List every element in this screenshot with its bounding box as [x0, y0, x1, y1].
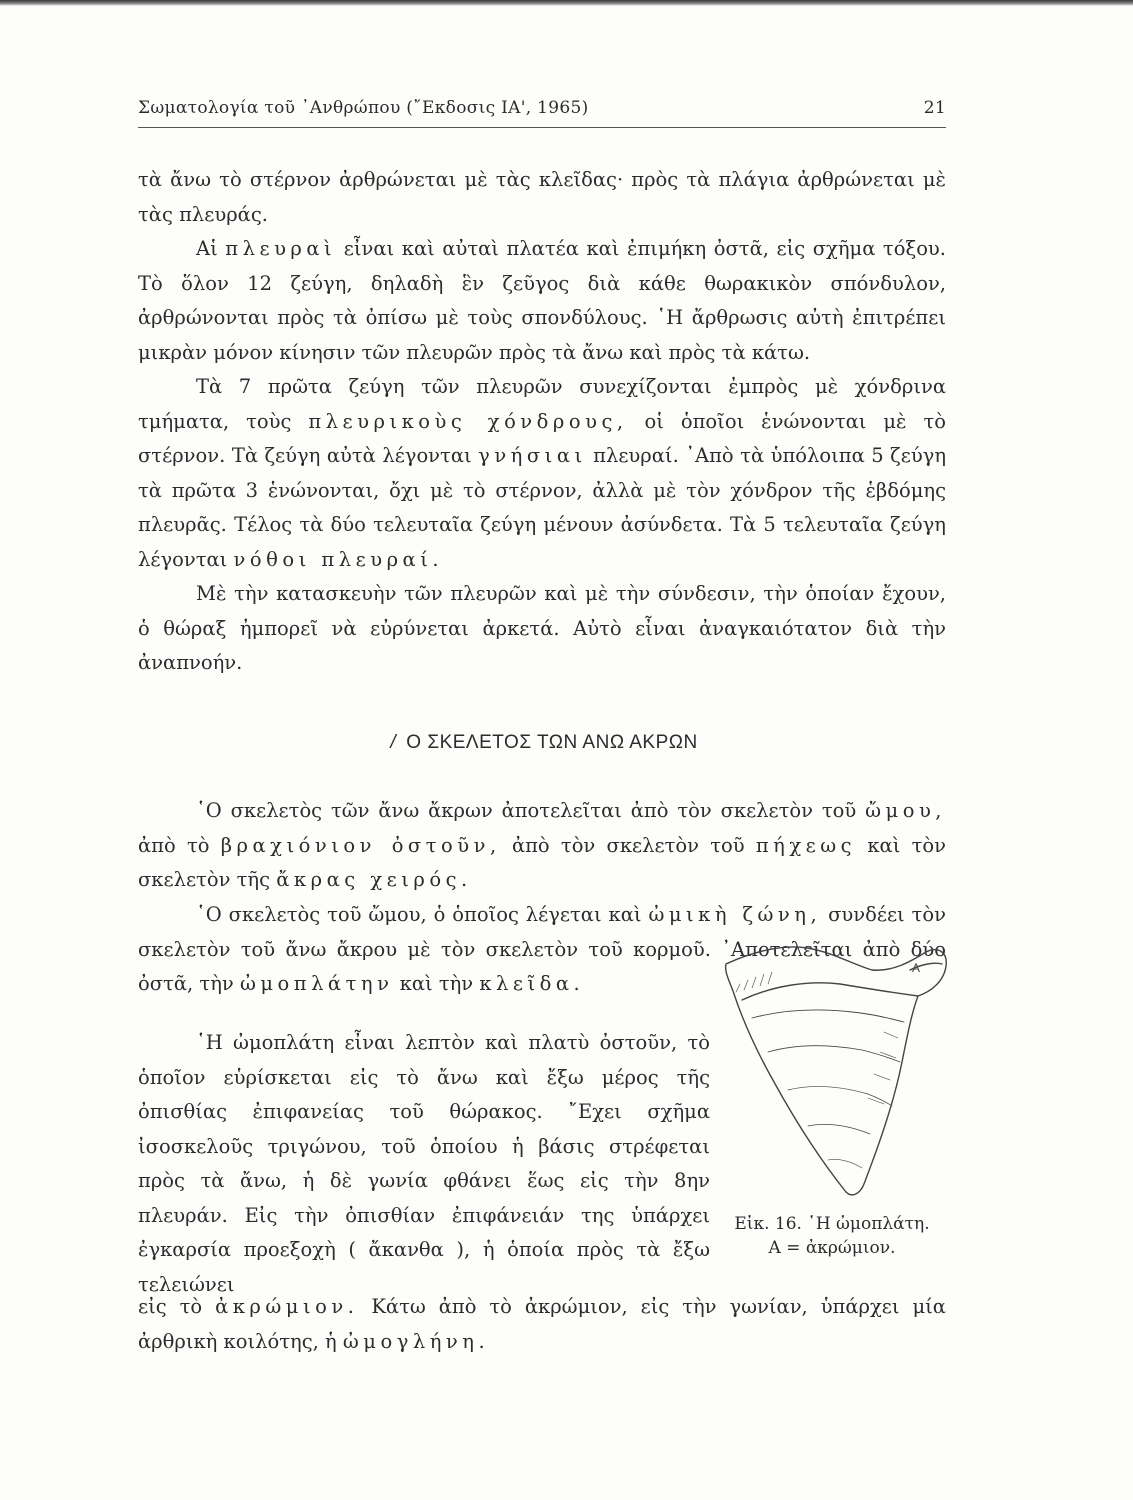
pencil-mark: / — [390, 732, 397, 753]
emphasis-term: ὠμικὴ ζώνη, — [648, 903, 822, 926]
text-run: ἀπὸ τὸν σκελετὸν τοῦ — [511, 833, 745, 857]
section-upper-limb-intro — [138, 794, 946, 898]
section-heading — [138, 732, 946, 754]
emphasis-term: κλεῖδα. — [479, 972, 585, 995]
page-number: 21 — [923, 98, 946, 118]
emphasis-term: νόθοι πλευραί. — [233, 547, 444, 571]
text-run: καὶ τὸν σκελετὸν τῆς — [138, 833, 946, 891]
text-run: ῾Ο σκελετὸς τῶν ἄνω ἄκρων ἀποτελεῖται ἀπὸ τὸν σκελετὸν τοῦ — [196, 799, 857, 822]
paragraph — [138, 370, 946, 577]
emphasis-term: βραχιόνιον ὀστοῦν, — [220, 833, 501, 857]
paragraph — [138, 163, 946, 232]
figure-caption — [712, 1212, 952, 1260]
text-run: εἶναι καὶ αὐταὶ πλατέα καὶ ἐπιμήκη ὀστᾶ, εἰς σχῆμα τόξου. Τὸ ὅλον 12 ζεύγη, δηλαδὴ ἓν ζεῦγος διὰ κάθε θωρακικὸν σπόνδυλον, ἀρθρώνονται πρὸς τὰ ὀπίσω μὲ τοὺς σπονδύλους. ῾Η ἄρθρωσις αὐτὴ ἐπιτρέπει μικρὰν μόνον κίνησιν τῶν πλευρῶν πρὸς τὰ ἄνω καὶ πρὸς τὰ κάτω. — [138, 237, 946, 364]
caption-line-1: Εἰκ. 16. ῾Η ὠμοπλάτη. — [734, 1214, 930, 1234]
emphasis-term: πλευρικοὺς χόνδρους, — [308, 409, 628, 433]
running-title: Σωματολογία τοῦ ᾿Ανθρώπου (῎Εκδοσις ΙΑ', 1965) — [138, 98, 589, 118]
scapula-figure — [712, 922, 952, 1277]
scan-edge — [0, 0, 1133, 6]
paragraph-text: ῾Η ὠμοπλάτη εἶναι λεπτὸν καὶ πλατὺ ὀστοῦν, τὸ ὁποῖον εὑρίσκεται εἰς τὸ ἄνω καὶ ἔξω μέρος τῆς ὀπισθίας ἐπιφανείας τοῦ θώρακος. ῎Εχει σχῆμα ἰσοσκελοῦς τριγώνου, τοῦ ὁποίου ἡ βάσις στρέφεται πρὸς τὰ ἄνω, ἡ δὲ γωνία φθάνει ἕως εἰς τὴν 8ην πλευράν. Εἰς τὴν ὀπισθίαν ἐπιφάνειάν της ὑπάρχει ἐγκαρσία προεξοχὴ ( ἄκανθα ), ἡ ὁποία πρὸς τὰ ἔξω τελειώνει — [138, 1031, 710, 1296]
header-rule — [138, 127, 946, 128]
paragraph — [138, 1026, 710, 1302]
heading-text: Ο ΣΚΕΛΕΤΟΣ ΤΩΝ ΑΝΩ ΑΚΡΩΝ — [406, 732, 698, 753]
text-run: καὶ τὴν — [399, 972, 474, 995]
scapular-spine — [742, 983, 918, 1000]
emphasis-term: πήχεως — [755, 833, 857, 857]
paragraph-text: Μὲ τὴν κατασκευὴν τῶν πλευρῶν καὶ μὲ τὴν σύνδεσιν, τὴν ὁποίαν ἔχουν, ὁ θώραξ ἠμπορεῖ νὰ εὐρύνεται ἀρκετά. Αὐτὸ εἶναι ἀναγκαιότατον διὰ τὴν ἀναπνοήν. — [138, 582, 946, 674]
emphasis-term: ὠμογλήνη. — [342, 1329, 490, 1353]
section-scapula-tail — [138, 1290, 946, 1359]
text-run: Τὰ 7 πρῶτα ζεύγη τῶν πλευρῶν συνεχίζονται ἐμπρὸς μὲ χόνδρινα τμήματα, τοὺς — [138, 375, 946, 433]
paragraph-text: τὰ ἄνω τὸ στέρνον ἀρθρώνεται μὲ τὰς κλεῖδας· πρὸς τὰ πλάγια ἀρθρώνεται μὲ τὰς πλευράς. — [138, 168, 946, 226]
text-run: ῾Ο σκελετὸς τοῦ ὤμου, ὁ ὁποῖος λέγεται καὶ — [196, 903, 642, 926]
emphasis-term: ὤμου, — [865, 799, 946, 822]
text-run: Αἱ — [196, 237, 218, 260]
scapula-illustration — [712, 922, 952, 1207]
emphasis-term: ὠμοπλάτην — [239, 972, 394, 995]
emphasis-term: ἄκρας χειρός. — [276, 868, 472, 891]
running-head — [138, 98, 946, 118]
section-ribs — [138, 163, 946, 681]
paragraph-continuation — [138, 1290, 946, 1359]
text-run: οἱ ὁποῖοι ἑνώνονται μὲ τὸ στέρνον. Τὰ ζεύγη αὐτὰ λέγονται — [138, 409, 946, 467]
paragraph — [138, 577, 946, 681]
text-run: πλευραί. ᾿Απὸ τὰ ὑπόλοιπα 5 ζεύγη τὰ πρῶτα 3 ἑνώνονται, ὄχι μὲ τὸ στέρνον, ἀλλὰ μὲ τὸν χόνδρον τῆς ἑβδόμης πλευρᾶς. Τέλος τὰ δύο τελευταῖα ζεύγη μένουν ἀσύνδετα. Τὰ 5 τελευταῖα ζεύγη λέγονται — [138, 444, 947, 571]
emphasis-term: γνήσιαι — [478, 444, 587, 467]
text-run: Κάτω ἀπὸ τὸ ἀκρώμιον, εἰς τὴν γωνίαν, ὑπάρχει μία ἀρθρικὴ κοιλότης, ἡ — [138, 1295, 946, 1353]
paragraph — [138, 232, 946, 370]
text-run: εἰς τὸ — [138, 1295, 203, 1318]
figure-label-a: A — [912, 961, 921, 975]
caption-line-2: A = ἀκρώμιον. — [768, 1238, 896, 1258]
text-run: ἀπὸ τὸ — [138, 833, 210, 857]
paragraph — [138, 794, 946, 898]
emphasis-term: ἀκρώμιον. — [215, 1295, 359, 1318]
text-run: συνδέει τὸν σκελετὸν τοῦ ἄνω ἄκρου μὲ τὸν σκελετὸν τοῦ κορμοῦ. ᾿Αποτελεῖται ἀπὸ δύο ὀστᾶ, τὴν — [138, 903, 946, 995]
emphasis-term: πλευραὶ — [225, 237, 337, 260]
section-scapula — [138, 1026, 710, 1302]
